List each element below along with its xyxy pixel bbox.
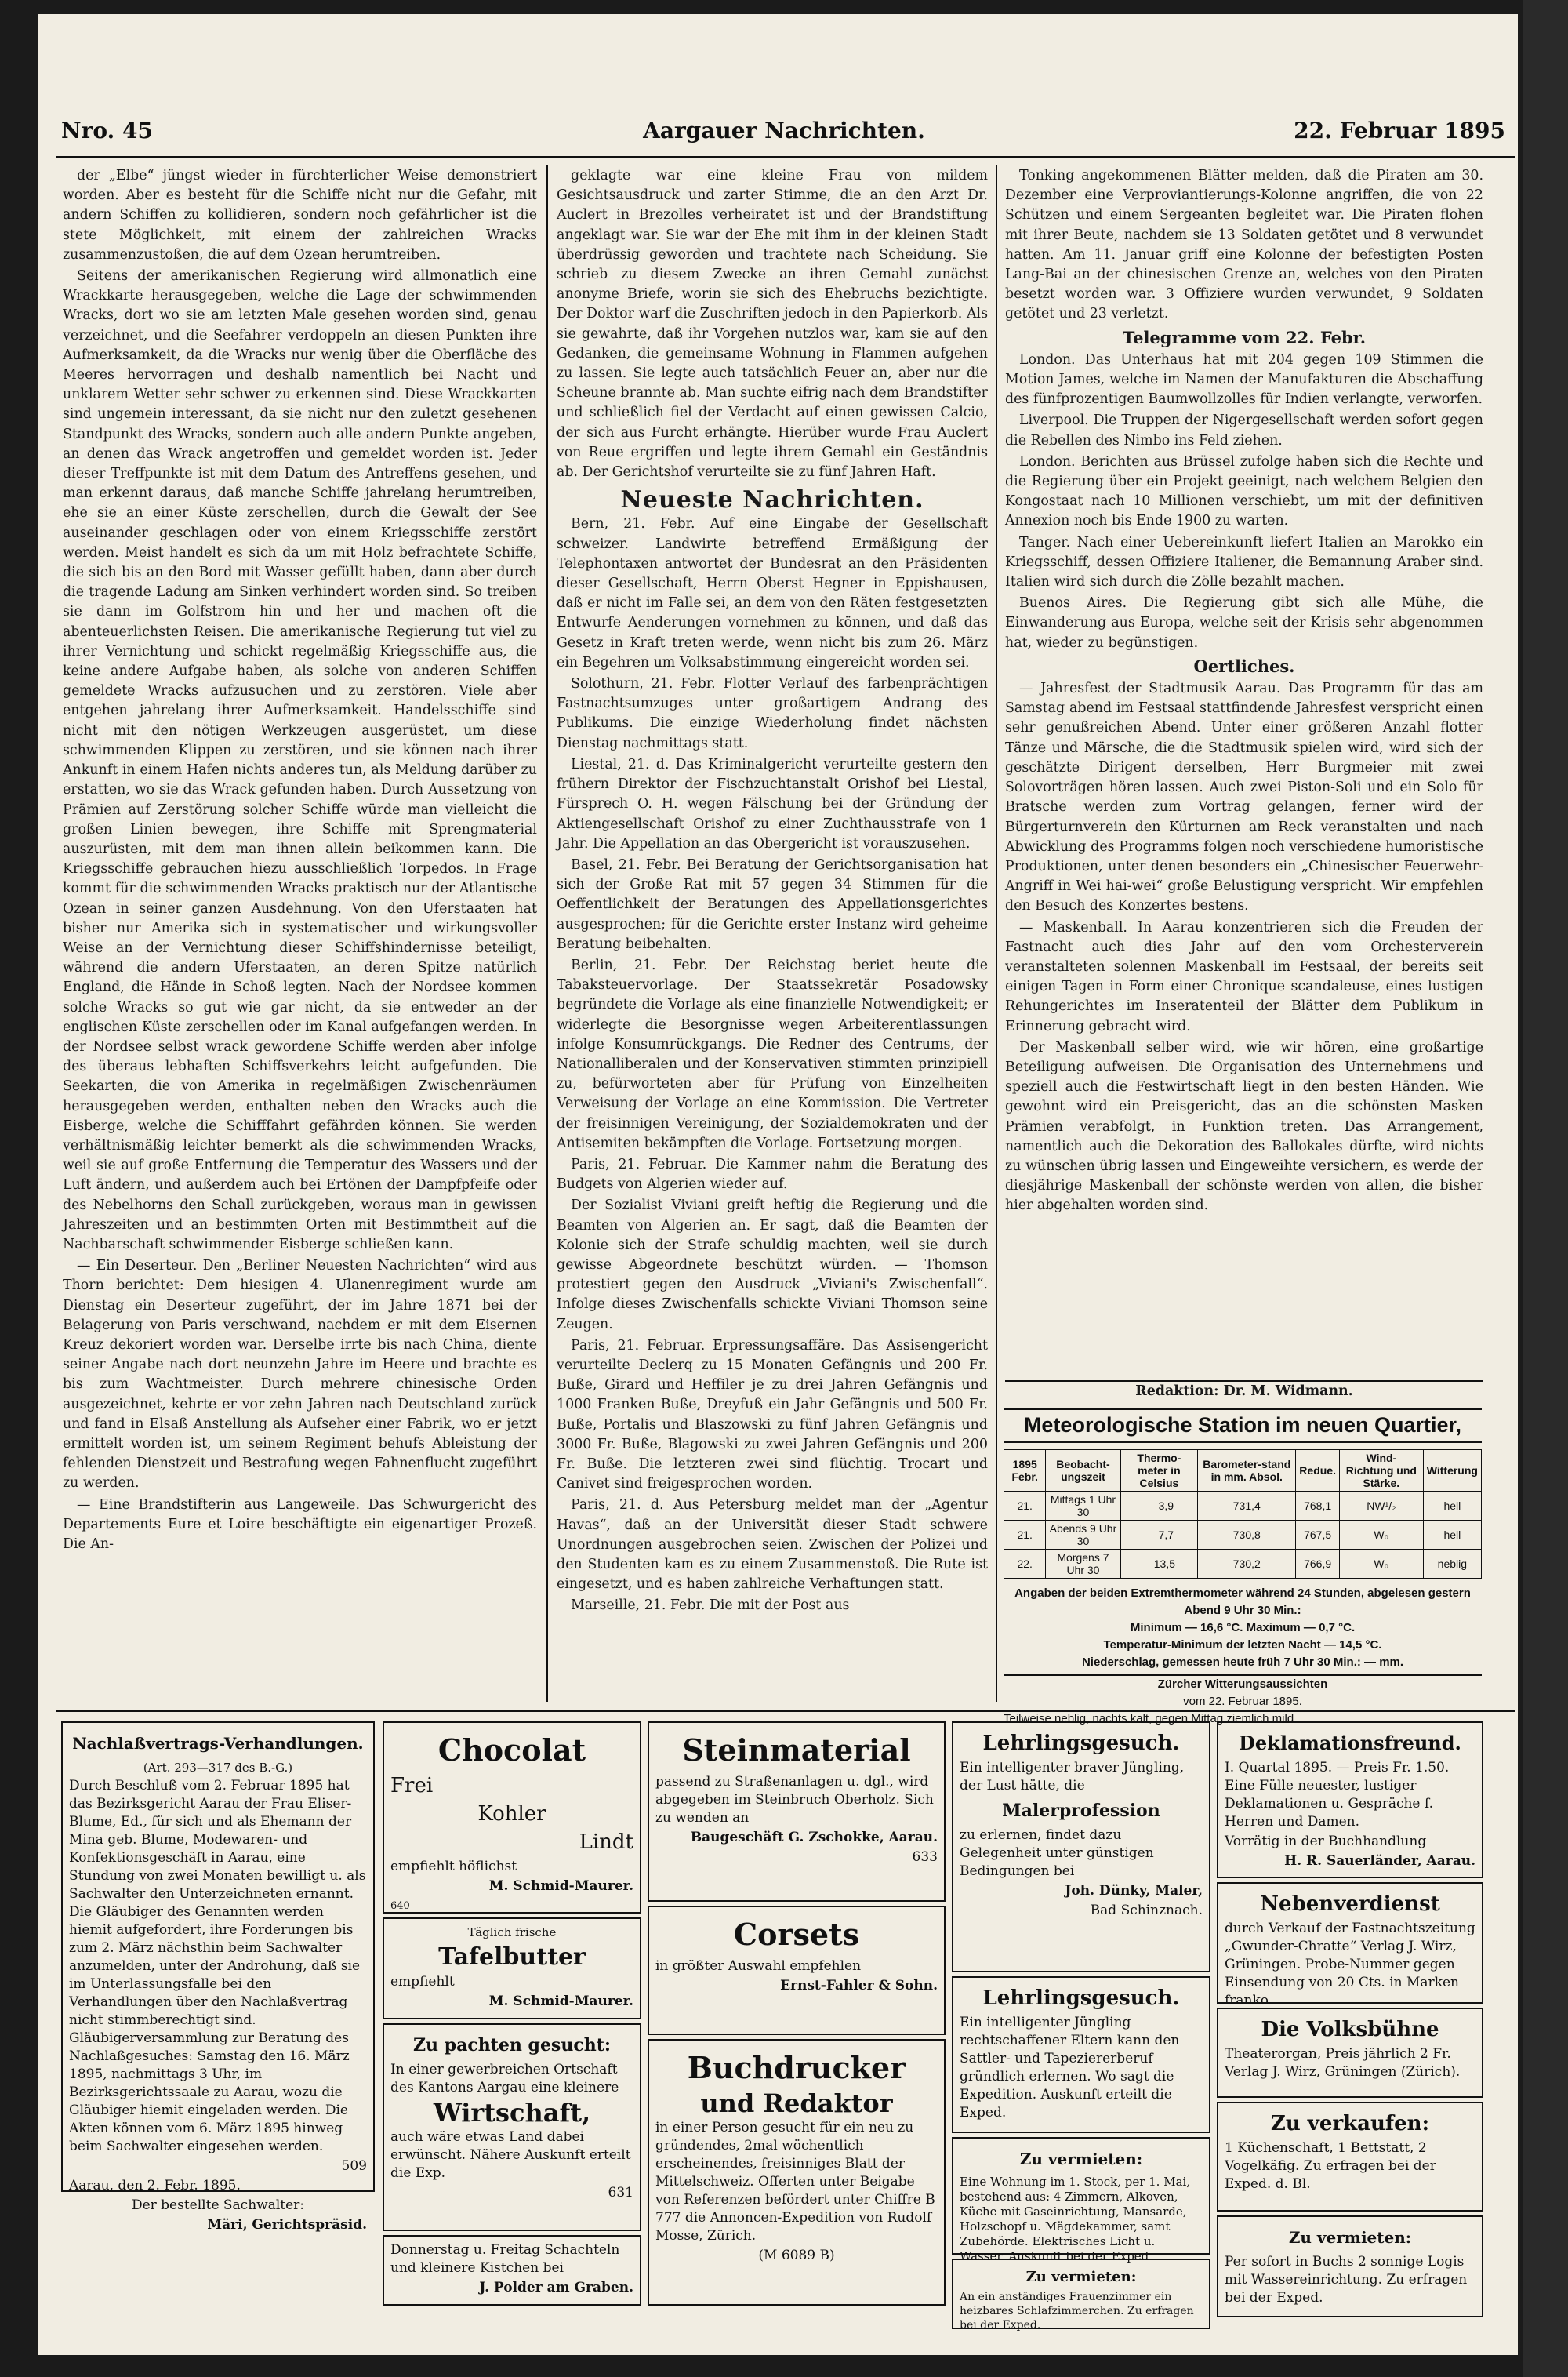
ad-body: Theaterorgan, Preis jährlich 2 Fr. Verlag J. Wirz, Grüningen (Zürich).: [1225, 2046, 1461, 2080]
ad-steinmaterial: [648, 1721, 946, 1902]
ad-signature: M. Schmid-Maurer.: [488, 1878, 633, 1894]
article-paragraph: Seitens der amerikanischen Regierung wird allmonatlich eine Wrackkarte herausgegeben, welche die Lage der schwimmenden Wracks, dort wo sie am letzten Male gesehen worden sind, genau verzeichnet, und die Seefahrer verdoppeln an diesen Punkten ihre Aufmerksamkeit, da die Wracks nur wenig über die Oberfläche des Meeres hervorragen und deshalb namentlich bei Nacht und unklarem Wetter sehr schwer zu erkennen sind. Diese Wrackkarten sind ungemein interessant, da sie nicht nur den zuletzt gesehenen Standpunkt des Wracks, sondern auch alle andern Punkte angeben, an denen das Wrack angetroffen und gemeldet worden ist. Jeder dieser Treffpunkte ist mit dem Datum des Antreffens gesehen, und man erkennt daraus, daß manche Schiffe jahrelang herumtreiben, ehe sie an einer Küste zerschellen, durch die Gewalt der See auseinander geschlagen oder von einem Kriegsschiffe zerstört werden. Meist handelt es sich da um mit Holz befrachtete Schiffe, die sich bis an den Bord mit Wasser gefüllt haben, dann aber durch die tragende Ladung am Sinken verhindert worden sind. So treiben sie dann im Golfstrom hin und her und machen oft die abenteuerlichsten Reisen. Die amerikanische Regierung tut viel zu ihrer Vernichtung und schickt regelmäßig Kriegsschiffe aus, die keine andere Aufgabe haben, als solche von anderen Schiffen gemeldete Wracks aufzusuchen und zu zerstören. Viele aber entgehen jahrelang ihrer Aufmerksamkeit. Handelsschiffe sind nicht mit den nötigen Werkzeugen ausgerüstet, um diese schwimmenden Klippen zu zerstören, und sie können nach ihrer Ankunft in einem Hafen nichts anderes tun, als Meldung darüber zu erstatten, wo sie das Wrack gefunden haben. Durch Aussetzung von Prämien auf Zerstörung solcher Schiffe würde man vielleicht die großen Linien bewegen, ihre Schiffe mit Sprengmaterial auszurüsten, mit dem man ihnen allein beikommen kann. Die Kriegsschiffe gebrauchen hiezu ausschließlich Torpedos. In Frage kommt für die schwimmenden Wracks praktisch nur der Atlantische Ozean in seiner ganzen Ausdehnung. Von den Uferstaaten hat bisher nur Amerika sich in systematischer und wirkungsvoller Weise an der Vernichtung dieser Schiffshindernisse beteiligt, während die andern Uferstaaten, an deren Spitze natürlich England, die Hände in Schoß legten. Nach der Nordsee kommen solche Wracks so gut wie gar nicht, da sie entweder an der englischen Küste zerschellen oder im Kanal aufgefangen werden. In der Nordsee selbst wrack gewordene Schiffe werden aber infolge des überaus lebhaften Schiffsverkehrs leicht aufgefunden. Die Seekarten, die von Amerika in regelmäßigen Zwischenräumen herausgegeben werden, enthalten neben den Wracks auch die Eisberge, welche die Schifffahrt gefährden können. Sie werden verhältnismäßig leichter bemerkt als die schwimmenden Wracks, weil sie auf große Entfernung die Temperatur des Wassers und der Luft ändern, und außerdem auch bei Ertönen der Dampfpfeife oder des Nebelhorns den Schall zurückgeben, woraus man in gewissen Jahreszeiten und an bestimmten Orten mit Bestimmtheit auf die Nachbarschaft schwimmender Eisberge schließen kann.: [63, 268, 537, 1252]
ad-signature-label: Der bestellte Sachwalter:: [131, 2197, 305, 2213]
ad-body: In einer gewerbreichen Ortschaft des Kantons Aargau eine kleinere: [390, 2062, 619, 2095]
ad-line: Kohler: [477, 1802, 546, 1826]
telegram-item: Buenos Aires. Die Regierung gibt sich alle Mühe, die Einwanderung aus Europa, welche seit der Krisis sehr abgenommen hat, wieder zu begünstigen.: [1005, 595, 1483, 651]
article-paragraph: der „Elbe“ jüngst wieder in fürchterlicher Weise demonstriert worden. Aber es besteht für die Schiffe nicht nur die Gefahr, mit andern Schiffen zu kollidieren, sondern noch gefährlicher ist die stete Möglichkeit, mit einem der zahlreichen Wracks zusammenzustoßen, die auf dem Ozean herumtreiben.: [63, 168, 537, 263]
issue-number: Nro. 45: [61, 118, 153, 144]
ad-nebenverdienst: [1217, 1882, 1483, 2008]
weather-note: Temperatur-Minimum der letzten Nacht — 14,5 °C.: [1103, 1638, 1382, 1652]
news-item: Marseille, 21. Febr. Die mit der Post aus: [571, 1597, 850, 1614]
weather-row: [1004, 1492, 1482, 1521]
section-heading-neueste-nachrichten: Neueste Nachrichten.: [620, 486, 924, 514]
ad-body: Ein intelligenter braver Jüngling, der Lust hätte, die: [960, 1760, 1185, 1794]
weather-row: [1004, 1521, 1482, 1550]
weather-cell: W₀: [1339, 1521, 1423, 1550]
column-3: [1005, 166, 1483, 1401]
ad-signature: Ernst-Fahler & Sohn.: [780, 1978, 938, 1994]
ad-tafelbutter: [383, 1917, 641, 2019]
local-item: — Maskenball. In Aarau konzentrieren sich die Freuden der Fastnacht auch dies Jahr auf den vom Orchesterverein veranstalteten solennen Maskenball im Festsaal, der bereits seit einigen Tagen in Form einer Chronique scandaleuse, eines lustigen Rehungerichtes im Inseratenteil der Blätter dem Publikum in Erinnerung gebracht wird.: [1005, 919, 1483, 1034]
news-item: Der Sozialist Viviani greift heftig die Regierung und die Beamten von Algerien an. Er sagt, daß die Beamten der Kolonie sich der Strafe schuldig machten, weil sie durch gewisse Abgeordnete beschützt würden. — Thomson protestiert gegen den Ausdruck „Viviani's Zwischenfall“. Infolge dieses Zwischenfalls schickte Viviani Thomson seine Zeugen.: [557, 1198, 988, 1332]
ad-signature: Baugeschäft G. Zschokke, Aarau.: [690, 1830, 938, 1845]
weather-station-title: Meteorologische Station im neuen Quartier,: [1004, 1408, 1482, 1443]
weather-header: Wind-Richtung und Stärke.: [1339, 1450, 1423, 1492]
column-rule-2: [996, 165, 997, 1702]
weather-cell: 766,9: [1296, 1550, 1340, 1579]
telegram-item: London. Das Unterhaus hat mit 204 gegen 109 Stimmen die Motion James, welche im Namen der Manufakturen die Abschaffung des fünfprozentigen Baumwollzolles für Indien verlangte, verworfen.: [1005, 351, 1483, 408]
ad-body: An ein anständiges Frauenzimmer ein heizbares Schlafzimmerchen. Zu erfragen bei der Exped.: [960, 2291, 1194, 2332]
ad-reference: (M 6089 B): [758, 2248, 835, 2263]
weather-cell: hell: [1423, 1521, 1481, 1550]
ad-title: Zu pachten gesucht:: [413, 2035, 611, 2055]
weather-cell: — 3,9: [1120, 1492, 1198, 1521]
ad-vermieten-wohnung: [952, 2137, 1210, 2263]
ad-title: Die Volksbühne: [1261, 2018, 1439, 2041]
ad-title: Corsets: [733, 1917, 860, 1952]
weather-cell: — 7,7: [1120, 1521, 1198, 1550]
article-paragraph: geklagte war eine kleine Frau von mildem Gesichtsausdruck und zarter Stimme, die an den Arzt Dr. Auclert in Brezolles verheiratet ist und der Brandstiftung angeklagt war. Sie war der Ehe mit ihm in der kleinen Stadt überdrüssig geworden und trachtete nach Scheidung. Sie schrieb zu diesem Zwecke an ihren Gemahl zunächst anonyme Briefe, worin sie sich des Ehebruchs bezichtigte. Der Doktor warf die Zuschriften jedoch in den Papierkorb. Als sie gewahrte, daß ihr Vorgehen nutzlos war, kam sie auf den Gedanken, die gemeinsame Wohnung in Flammen aufgehen zu lassen. Sie legte auch tatsächlich Feuer an, aber nur die Scheune brannte ab. Man suchte eifrig nach dem Brandstifter und schließlich fiel der Verdacht auf einen gewissen Calcio, der sich aus Furcht erhängte. Hierüber wurde Frau Auclert von Reue ergriffen und legte ihrem Gemahl ein Geständnis ab. Der Gerichtshof verurteilte sie zu fünf Jahren Haft.: [557, 168, 988, 481]
ad-line: Lindt: [579, 1830, 633, 1854]
ad-body: zu erlernen, findet dazu Gelegenheit unter günstigen Bedingungen bei: [960, 1827, 1154, 1879]
ad-body: 1 Küchenschaft, 1 Bettstatt, 2 Vogelkäfig. Zu erfragen bei der Exped. d. Bl.: [1225, 2140, 1436, 2192]
weather-cell: 768,1: [1296, 1492, 1340, 1521]
weather-header: Barometer-stand in mm. Absol.: [1198, 1450, 1296, 1492]
article-paragraph: — Ein Deserteur. Den „Berliner Neuesten Nachrichten“ wird aus Thorn berichtet: Dem hiesigen 4. Ulanenregiment wurde am Dienstag ein Deserteur zugeführt, der im Jahre 1871 bei der Belagerung von Paris verschwand, nachdem er mit dem Eisernen Kreuz dekoriert worden war. Derselbe irrte bis nach China, diente seiner Angabe nach dort neunzehn Jahre im Heere und brachte es bis zum Wachtmeister. Durch mehrere chinesische Orden ausgezeichnet, kehrte er vor zehn Jahren nach Deutschland zurück und fand in Elsaß Anstellung als Aufseher einer Fabrik, wo er jetzt ermittelt worden ist, um seinem Regiment behufs Ableistung der fehlenden Dienstzeit und Bestrafung wegen Fahnenflucht zugeführt zu werden.: [63, 1258, 537, 1492]
ad-vermieten-zimmer: [952, 2259, 1210, 2332]
weather-note: Minimum — 16,6 °C. Maximum — 0,7 °C.: [1130, 1621, 1356, 1634]
ad-title-big: Wirtschaft,: [433, 2098, 591, 2128]
telegram-item: Liverpool. Die Truppen der Nigergesellschaft werden sofort gegen die Rebellen des Nimbo ins Feld ziehen.: [1005, 413, 1483, 449]
weather-cell: Abends 9 Uhr 30: [1046, 1521, 1120, 1550]
news-item: Paris, 21. Februar. Die Kammer nahm die Beratung des Budgets von Algerien wieder auf.: [557, 1156, 988, 1193]
news-item: Berlin, 21. Febr. Der Reichstag beriet heute die Tabaksteuervorlage. Der Staatssekretär Posadowsky begründete die Vorlage als eine finanzielle Notwendigkeit; er widerlegte die Besorgnisse wegen Arbeiterentlassungen infolge Konsumrückgangs. Die Redner des Centrums, der Nationalliberalen und der Konservativen stimmten prinzipiell zu, befürworteten aber für Prüfung von Einzelheiten Verweisung der Vorlage an eine Kommission. Die Vertreter der freisinnigen Vereinigung, der Sozialdemokraten und der Antisemiten bekämpften die Vorlage. Fortsetzung morgen.: [557, 957, 988, 1151]
ad-body: empfiehlt: [390, 1974, 455, 1990]
weather-header: Witterung: [1423, 1450, 1481, 1492]
ad-body: I. Quartal 1895. — Preis Fr. 1.50. Eine Fülle neuester, lustiger Deklamationen u. Gespräche f. Herren und Damen.: [1225, 1760, 1450, 1830]
news-item: Paris, 21. Februar. Erpressungsaffäre. Das Assisengericht verurteilte Declerq zu 15 Monaten Gefängnis und 200 Fr. Buße, Girard und Heffiler je zu drei Jahren Gefängnis und 1000 Franken Buße, Dreyfuß ein Jahr Gefängnis und 500 Fr. Buße, Portalis und Blaszowski zu fünf Jahren Gefängnis und 3000 Fr. Buße, Blagowski zu zwei Jahren Gefängnis und 200 Fr. Buße. Die letzteren zwei sind flüchtig. Trocart und Canivet sind freigesprochen worden.: [557, 1337, 988, 1492]
ad-body: passend zu Straßenanlagen u. dgl., wird abgegeben im Steinbruch Oberholz. Sich zu wenden an: [655, 1774, 934, 1826]
ad-title: Nachlaßvertrags-Verhandlungen.: [72, 1734, 364, 1753]
ad-signature: Märi, Gerichtspräsid.: [207, 2217, 367, 2233]
weather-forecast: Teilweise neblig, nachts kalt, gegen Mittag ziemlich mild.: [1004, 1712, 1298, 1725]
ad-signature-place: Bad Schinznach.: [1090, 1903, 1203, 1918]
ad-title: Buchdrucker: [687, 2050, 906, 2085]
ad-deklamationsfreund: [1217, 1721, 1483, 1878]
weather-cell: Mittags 1 Uhr 30: [1046, 1492, 1120, 1521]
weather-cell: NW¹/₂: [1339, 1492, 1423, 1521]
weather-cell: Morgens 7 Uhr 30: [1046, 1550, 1120, 1579]
ad-title: Lehrlingsgesuch.: [982, 1732, 1180, 1755]
weather-cell: W₀: [1339, 1550, 1423, 1579]
ad-body: in einer Person gesucht für ein neu zu gründendes, 2mal wöchentlich erscheinendes, freisinniges Blatt der Mittelschweiz. Offerten unter Beigabe von Referenzen befördert unter Chiffre B 777 die Annoncen-Expedition von Rudolf Mosse, Zürich.: [655, 2120, 935, 2244]
ad-body: in größter Auswahl empfehlen: [655, 1958, 862, 1974]
section-heading-oertliches: Oertliches.: [1193, 656, 1295, 676]
issue-date: 22. Februar 1895: [1294, 118, 1505, 144]
ad-place: Aarau, den 2. Febr. 1895.: [69, 2178, 241, 2193]
telegram-item: London. Berichten aus Brüssel zufolge haben sich die Rechte und die Regierung über ein Projekt geeinigt, nach welchem Belgien den Kongostaat nach 10 Millionen verschiebt, um mit der definitiven Annexion noch bis Ende 1900 zu warten.: [1005, 453, 1483, 529]
newspaper-title: Aargauer Nachrichten.: [643, 118, 925, 144]
ad-body: Durch Beschluß vom 2. Februar 1895 hat das Bezirksgericht Aarau der Frau Eliser-Blume, Ed., für sich und als Ehemann der Mina geb. Blume, Modewaren- und Konfektionsgeschäft in Aarau, eine Stundung von zwei Monaten bewilligt u. als Sachwalter den Unterzeichneten ernannt. Die Gläubiger des Genannten werden hiemit aufgefordert, ihre Forderungen bis zum 2. März nächsthin beim Sachwalter anzumelden, unter der Androhung, daß sie im Unterlassungsfalle bei den Verhandlungen über den Nachlaßvertrag nicht stimmberechtigt sind. Gläubigerversammlung zur Beratung des Nachlaßgesuches: Samstag den 16. März 1895, nachmittags 3 Uhr, im Bezirksgerichtssaale zu Aarau, wozu die Gläubiger hiemit eingeladen werden. Die Akten können vom 6. März 1895 hinweg beim Sachwalter eingesehen werden.: [69, 1778, 366, 2154]
ad-signature: H. R. Sauerländer, Aarau.: [1284, 1853, 1475, 1869]
news-item: Basel, 21. Febr. Bei Beratung der Gerichtsorganisation hat sich der Große Rat mit 57 gegen 34 Stimmen für die Oeffentlichkeit der Beratungen des Appellationsgerichtes ausgesprochen; für die Gerichte erster Instanz wird geheime Beratung beibehalten.: [557, 856, 988, 952]
local-item: Der Maskenball selber wird, wie wir hören, eine großartige Beteiligung aufweisen. Die Organisation des Unternehmens und speziell auch die Festwirtschaft liegt in den besten Händen. Wie gewohnt wird ein Preisgericht, das an die schönsten Masken Prämien verabfolgt, in Funktion treten. Das Arrangement, namentlich auch die Dekoration des Ballokales dürfte, wird nichts zu wünschen übrig lassen und Eingeweihte versichern, es werde der diesjährige Maskenball der schönste werden von allen, die bisher hier abgehalten worden sind.: [1005, 1039, 1483, 1214]
ad-title: Zu verkaufen:: [1270, 2112, 1430, 2135]
ad-number: 631: [608, 2185, 633, 2201]
ad-title: Lehrlingsgesuch.: [982, 1986, 1180, 2010]
ad-chocolat: [383, 1721, 641, 1914]
ad-subtitle: Malerprofession: [1002, 1801, 1160, 1821]
ad-title: Tafelbutter: [438, 1943, 586, 1971]
weather-header: Redue.: [1296, 1450, 1340, 1492]
article-paragraph: Tonking angekommenen Blätter melden, daß die Piraten am 30. Dezember eine Verproviantierungs-Kolonne angriffen, die von 22 Schützen und einem Sergeanten begleitet war. Die Piraten flohen mit ihrer Beute, nachdem sie 13 Soldaten getötet und 8 verwundet hatten. Am 11. Januar griff eine Kolonne der befestigten Posten Lang-Bai an der chinesischen Grenze an, welches von den Piraten besetzt worden war. 3 Offiziere wurden verwundet, 9 Soldaten getötet und 23 verletzt.: [1005, 168, 1483, 322]
ad-signature: J. Polder am Graben.: [479, 2280, 633, 2295]
weather-cell: —13,5: [1120, 1550, 1198, 1579]
weather-cell: 22.: [1004, 1550, 1046, 1579]
editor-credit: Redaktion: Dr. M. Widmann.: [1135, 1383, 1353, 1399]
header-rule: [56, 156, 1515, 158]
column-rule-1: [546, 165, 548, 1702]
ad-zu-verkaufen: [1217, 2102, 1483, 2212]
telegram-item: Tanger. Nach einer Uebereinkunft liefert Italien an Marokko ein Kriegsschiff, dessen Offiziere Italiener, die Bemannung Araber sind. Italien wird sich durch die Zölle bezahlt machen.: [1005, 534, 1483, 591]
ad-body: durch Verkauf der Fastnachtszeitung „Gwunder-Chratte“ Verlag J. Wirz, Grüningen. Probe-Nummer gegen Einsendung von 20 Cts. in Marken franko.: [1225, 1921, 1475, 2008]
ad-body: Eine Wohnung im 1. Stock, per 1. Mai, bestehend aus: 4 Zimmern, Alkoven, Küche mit Gaseinrichtung, Mansarde, Holzschopf u. Mägdekammer, samt Zubehörde. Elektrisches Licht u. Wasser. Auskunft bei der Exped.: [960, 2175, 1191, 2263]
ad-vermieten-logis: [1217, 2215, 1483, 2317]
ad-number: 640: [390, 1900, 410, 1912]
redaktion-line: [1005, 1380, 1483, 1405]
ad-line: Täglich frische: [467, 1925, 557, 1939]
weather-cell: hell: [1423, 1492, 1481, 1521]
ad-body: empfiehlt höflichst: [390, 1859, 517, 1874]
weather-note: Niederschlag, gemessen heute früh 7 Uhr 30 Min.: — mm.: [1081, 1656, 1404, 1669]
ad-title: Deklamationsfreund.: [1239, 1732, 1461, 1754]
weather-header: Thermo-meter in Celsius: [1120, 1450, 1198, 1492]
ad-signature: M. Schmid-Maurer.: [488, 1994, 633, 2009]
news-item: Bern, 21. Febr. Auf eine Eingabe der Gesellschaft schweizer. Landwirte betreffend Ermäßigung der Telephontaxen antwortet der Bundesrat an den Präsidenten dieser Gesellschaft, Herrn Oberst Hegner in Eppishausen, daß er nicht im Falle sei, an dem von den Räten festgesetzten Entwurfe Aenderungen vornehmen zu können, und daß das Gesetz in Kraft treten werde, wenn nicht bis zum 26. März ein Begehren um Volksabstimmung eingereicht worden sei.: [557, 516, 988, 671]
news-item: Liestal, 21. d. Das Kriminalgericht verurteilte gestern den frühern Direktor der Fischzuchtanstalt Orishof bei Liestal, Fürsprech O. H. wegen Fälschung bei der Gründung der Aktiengesellschaft Orishof zu einer Zuchthausstrafe von 1 Jahr. Die Appellation an das Obergericht ist vorauszusehen.: [557, 756, 988, 852]
weather-cell: 731,4: [1198, 1492, 1296, 1521]
ad-title: Chocolat: [437, 1732, 586, 1768]
ad-number: 509: [341, 2158, 367, 2174]
ad-body: auch wäre etwas Land dabei erwünscht. Nähere Auskunft erteilt die Exp.: [390, 2129, 631, 2181]
ad-nachlass: [61, 1721, 375, 2233]
ad-body: Donnerstag u. Freitag Schachteln und kleinere Kistchen bei: [390, 2242, 620, 2276]
weather-cell: 767,5: [1296, 1521, 1340, 1550]
ad-lehrlingsgesuch-maler: [952, 1721, 1210, 1972]
weather-forecast-title: Zürcher Witterungsaussichten: [1004, 1674, 1482, 1693]
scan-edge: [1523, 0, 1568, 2377]
ad-number: 633: [912, 1849, 938, 1865]
ad-subtitle: (Art. 293—317 des B.-G.): [143, 1761, 293, 1775]
weather-note: Angaben der beiden Extremthermometer während 24 Stunden, abgelesen gestern Abend 9 Uhr 30 Min.:: [1014, 1586, 1471, 1617]
weather-header: 1895 Febr.: [1004, 1450, 1046, 1492]
weather-header: Beobacht-ungszeit: [1046, 1450, 1120, 1492]
ad-body: Ein intelligenter Jüngling rechtschaffener Eltern kann den Sattler- und Tapeziererberuf gründlich erlernen. Wo sagt die Expedition. Auskunft erteilt die Exped.: [960, 2015, 1180, 2121]
ad-title: Zu vermieten:: [1025, 2269, 1137, 2285]
weather-cell: 21.: [1004, 1521, 1046, 1550]
ad-title: Zu vermieten:: [1019, 2150, 1143, 2168]
ad-subtitle: und Redaktor: [700, 2088, 893, 2118]
ad-line: Frei: [390, 1774, 434, 1797]
weather-station-box: [1004, 1408, 1482, 1728]
column-2: [557, 166, 988, 1703]
ad-title: Steinmaterial: [682, 1732, 911, 1768]
ad-title: Zu vermieten:: [1288, 2228, 1412, 2247]
news-item: Paris, 21. d. Aus Petersburg meldet man der „Agentur Havas“, daß an der Universität dieser Stadt schwere Unordnungen ausgebrochen seien. Zwischen der Polizei und den Studenten kam es zu einem Zusammenstoß. Die Rute ist eingesetzt, und es haben zahlreiche Verhaftungen statt.: [557, 1497, 988, 1593]
ad-body: Per sofort in Buchs 2 sonnige Logis mit Wassereinrichtung. Zu erfragen bei der Exped.: [1225, 2254, 1468, 2306]
news-item: Solothurn, 21. Febr. Flotter Verlauf des farbenprächtigen Fastnachtsumzuges unter großartigem Andrang des Publikums. Die einzige Wiederholung findet nächsten Dienstag nachmittags statt.: [557, 676, 988, 751]
article-paragraph: — Eine Brandstifterin aus Langeweile. Das Schwurgericht des Departements Eure et Loire beschäftigte ein eigenartiger Prozeß. Die An-: [63, 1496, 537, 1553]
ad-buchdrucker: [648, 2039, 946, 2306]
ad-schachteln: [383, 2235, 641, 2306]
ad-zu-pachten: [383, 2023, 641, 2231]
column-1: [63, 166, 537, 1703]
ad-signature: Joh. Dünky, Maler,: [1065, 1883, 1203, 1899]
weather-notes: [1004, 1585, 1482, 1728]
weather-row: [1004, 1550, 1482, 1579]
ad-volksbuehne: [1217, 2008, 1483, 2098]
weather-cell: 21.: [1004, 1492, 1046, 1521]
local-item: — Jahresfest der Stadtmusik Aarau. Das Programm für das am Samstag abend im Festsaal stattfindende Jahresfest verspricht einen sehr genußreichen Abend. Unter einer größeren Anzahl flotter Tänze und Märsche, die die Stadtmusik spielen wird, wird sich der geschätzte Dirigent derselben, Herr Burgmeier mit zwei Solovorträgen hören lassen. Auch zwei Piston-Soli und ein Solo für Bratsche werden zum Vortrag gelangen, ferner wird der Bürgerturnverein den Kürturnen am Reck veranstalten und nach Abwicklung des Programms folgen noch verschiedene humoristische Produktionen, unter denen besonders ein „Chinesischer Feuerwehr-Angriff in Wei hai-wei“ große Belustigung verspricht. Wir empfehlen den Besuch des Konzertes bestens.: [1005, 681, 1483, 914]
weather-cell: neblig: [1423, 1550, 1481, 1579]
weather-table: [1004, 1449, 1482, 1579]
ad-lehrlingsgesuch-sattler: [952, 1976, 1210, 2133]
ad-body: Vorrätig in der Buchhandlung: [1225, 1834, 1427, 1849]
ad-title: Nebenverdienst: [1260, 1892, 1440, 1916]
weather-note: vom 22. Februar 1895.: [1183, 1695, 1302, 1708]
ad-corsets: [648, 1906, 946, 2035]
weather-cell: 730,8: [1198, 1521, 1296, 1550]
section-heading-telegramme: Telegramme vom 22. Febr.: [1122, 327, 1367, 347]
weather-cell: 730,2: [1198, 1550, 1296, 1579]
